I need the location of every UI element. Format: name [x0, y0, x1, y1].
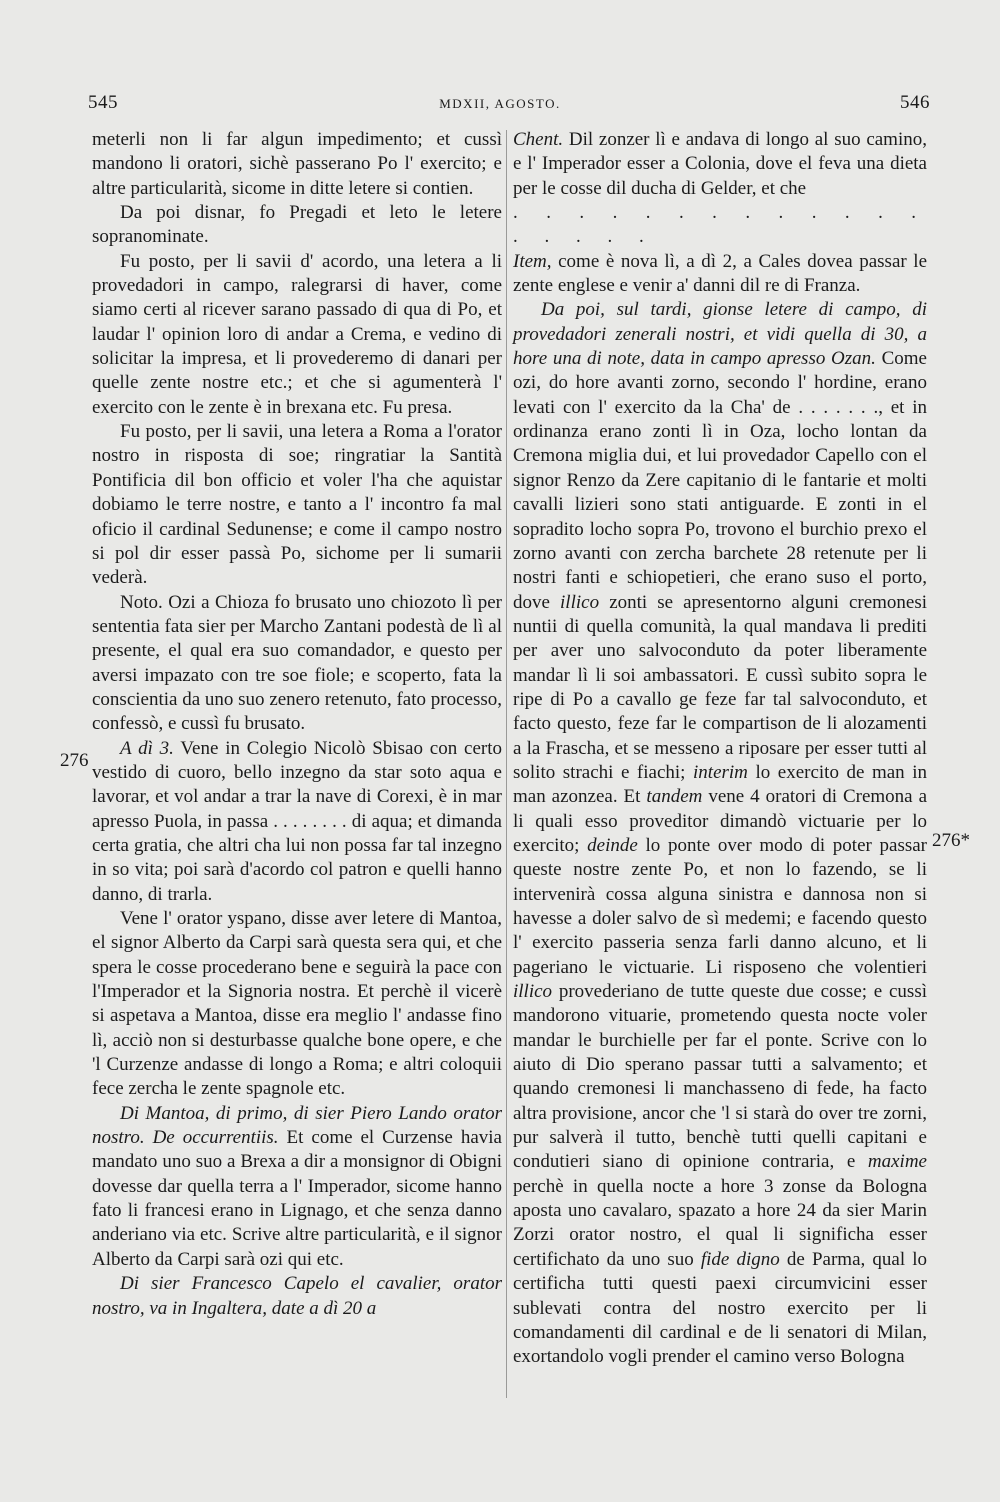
paragraph: meterli non li far algun impedimento; et cussì mandono li oratori, sichè passerano Po l' exercito; e altre particularità, sicome in ditte letere si contien.	[92, 129, 502, 199]
latin-term: illico	[513, 981, 553, 1003]
column-divider	[506, 130, 507, 1398]
paragraph-text: come è nova lì, a dì 2, a Cales dovea passar le zente englese e venir a' danni dil re di Franza.	[513, 250, 927, 297]
paragraph-text: lo ponte over modo di poter passar queste nostre zente Po, et non lo fazendo, se li intervenirà cossa alguna sinistra e dannosa non si havesse a doler salvo de sì medemi; e facendo questo l' exercito passeria senza farli danno alcuno, et li pageriano le victuarie. Li risposeno che volentieri	[513, 834, 928, 978]
paragraph-text: provederiano de tutte queste due cosse; e cussì mandorono vituarie, prometendo questa nocte voler mandar le burchielle per far el ponte. Scrive con lo aiuto di Dio sperano passar tutti a salvamento; et quando cremonesi li manchasseno di fede, ha facto altra provisione, ancor che 'l si starà do over tre zorni, pur salverà il tutto, benchè tutti quelli capitani e condutieri siano di opinione contraria, e	[513, 981, 928, 1173]
paragraph: Da poi disnar, fo Pregadi et leto le letere sopranominate.	[92, 202, 502, 248]
paragraph	[513, 298, 927, 1369]
paragraph: Vene l' orator yspano, disse aver letere di Mantoa, el signor Alberto da Carpi sarà questa sera qui, et che spera le cosse procederano bene e seguirà la pace con l'Imperador et la Signoria nostra. Et perchè il vicerè si aspetava a Mantoa, disse era meglio l' andasse fino lì, acciò non si desturbasse qualche bone opere, e che 'l Curzenze andasse di longo a Roma; e altri coloquii fece zercha le zente spagnole etc.	[92, 908, 502, 1100]
margin-number-left: 276	[60, 750, 89, 771]
latin-term: illico	[560, 591, 600, 613]
paragraph-text: vene 4 oratori di Cremona a li quali esso proveditor dimandò victuarie per lo exercito;	[513, 786, 928, 856]
latin-term: maxime	[867, 1151, 927, 1173]
paragraph: Fu posto, per li savii, una letera a Roma a l'orator nostro in risposta di soe; ringratiar la Santità Pontificia dil bon officio et voler l'ha che aquistar dobiamo le terre nostre, e tanto a l' incontro fa mal oficio il cardinal Sedunense; e come il campo nostro si pol dir esser passà Po, sichome per li sumarii vederà.	[92, 421, 502, 589]
page-number-left: 545	[88, 92, 118, 113]
latin-term: interim	[693, 761, 748, 783]
paragraph	[92, 1272, 502, 1321]
left-column	[92, 128, 502, 1321]
paragraph-text: perchè in quella nocte a hore 3 zonse da Bologna aposta uno cavalaro, spazato a hore 24 da sier Marin Zorzi orator nostro, el qual li significha esser certifichato da uno suo	[513, 1175, 927, 1270]
ellipsis-line: . . . . . . . . . . . . . . . . . .	[513, 202, 927, 248]
place-name: Chent.	[513, 129, 564, 150]
paragraph-text: Et come el Curzense havia mandato uno suo a Brexa a dir a monsignor di Obigni dovesse dar quella terra a l' Imperador, sicome hanno fato li francesi erano in Lignago, et che senza danno anderiano via etc. Scrive altre particularità, e il signor Alberto da Carpi sarà ozi qui etc.	[92, 1127, 502, 1270]
latin-term: fide digno	[700, 1248, 780, 1270]
margin-number-right: 276*	[932, 830, 970, 851]
paragraph-text: Vene in Colegio Nicolò Sbisao con certo vestido di cuoro, bello inzegno da star soto aqua e lavorar, et vol andar a trar la nave di Corexi, è in mar apresso Puola, in passa . . . . . . . . di aqua; et dimanda certa gratia, che altri cha lui non possa far tal inzegno in so vita; poi sarà d'acordo col patron e quelli hanno danno, di trarla.	[92, 737, 502, 905]
paragraph	[513, 128, 927, 201]
date-heading: A dì 3.	[120, 737, 174, 759]
paragraph	[92, 737, 502, 907]
paragraph: Noto. Ozi a Chioza fo brusato uno chiozoto lì per sententia fata sier per Marcho Zantani podestà de lì al presente, el qual era suo comandador, e questo per aversi impazato con tre soe fiole; e scoperto, fata la conscientia da uno suo zenero retenuto, fato processo, confessò, e cussì fu brusato.	[92, 591, 502, 735]
letter-heading: Di Mantoa, di primo, di sier Piero Lando orator nostro. De occurrentiis.	[92, 1102, 502, 1149]
letter-heading: Da poi, sul tardi, gionse letere di campo, di provedadori zenerali nostri, et vidi quella di 30, a hore una di note, data in campo apresso Ozan.	[513, 299, 927, 370]
paragraph	[513, 250, 927, 299]
paragraph-text: Dil zonzer lì e andava di longo al suo camino, e l' Imperador esser a Colonia, dove el feva una dieta per le cosse dil ducha di Gelder, et che	[513, 129, 927, 199]
latin-term: deinde	[587, 834, 638, 856]
running-title: MDXII, AGOSTO.	[439, 96, 561, 111]
paragraph: Fu posto, per li savii d' acordo, una letera a li provedadori in campo, ralegrarsi di haver, come siamo certi al ricever sarano passado di qua di Po, et laudar l' opinion loro di andar a Crema, e vedino di solicitar la impresa, et li provederemo di danari per quelle zente nostre etc.; et che si agumenterà l' exercito con le zente è in brexana etc. Fu presa.	[92, 250, 502, 418]
paragraph-text: Come ozi, do hore avanti zorno, secondo l' hordine, erano levati con l' exercito da la Cha' de . . . . . . ., et in ordinanza erano zonti lì in Oza, locho lontan da Cremona miglia dui, et lui provedador Capello con el signor Renzo da Zere capitanio di le fantarie et molti cavalli lizieri sono stati antiguarde. E zonti in el sopradito locho sopra Po, trovono el burchio prexo el zorno avanti con zercha barchete 28 retenute per li nostri fanti e schiopetieri, che erano suso el porto, dove	[513, 348, 927, 613]
paragraph	[92, 1102, 502, 1272]
page-number-right: 546	[900, 92, 930, 113]
latin-term: Item,	[513, 250, 552, 272]
paragraph-text: de Parma, qual lo certificha tutti questi paexi circumvicini esser sublevati contra del nostro exercito per li comandamenti dil cardinal e de li senatori di Milan, exortandolo vogli prender el camino verso Bologna	[513, 1248, 928, 1368]
paragraph-text: lo exercito de man in man azonzea. Et	[513, 761, 928, 808]
right-column	[513, 128, 927, 1370]
paragraph-text: zonti se apresentorno alguni cremonesi nuntii di quella comunità, la qual mandava li prediti per aver uno salvoconduto da poter liberamente mandar lì li soi ambassatori. E cussì subito sopra le ripe di Po a cavallo ge feze far tal salvoconduto, et facto questo, feze far le compartison de li alozamenti a la Frascha, et se messeno a riposare per esser tutti al solito strachi e fiachi;	[513, 591, 928, 783]
latin-term: tandem	[646, 786, 703, 808]
letter-heading: Di sier Francesco Capelo el cavalier, orator nostro, va in Ingaltera, date a dì 20 a	[92, 1273, 502, 1319]
